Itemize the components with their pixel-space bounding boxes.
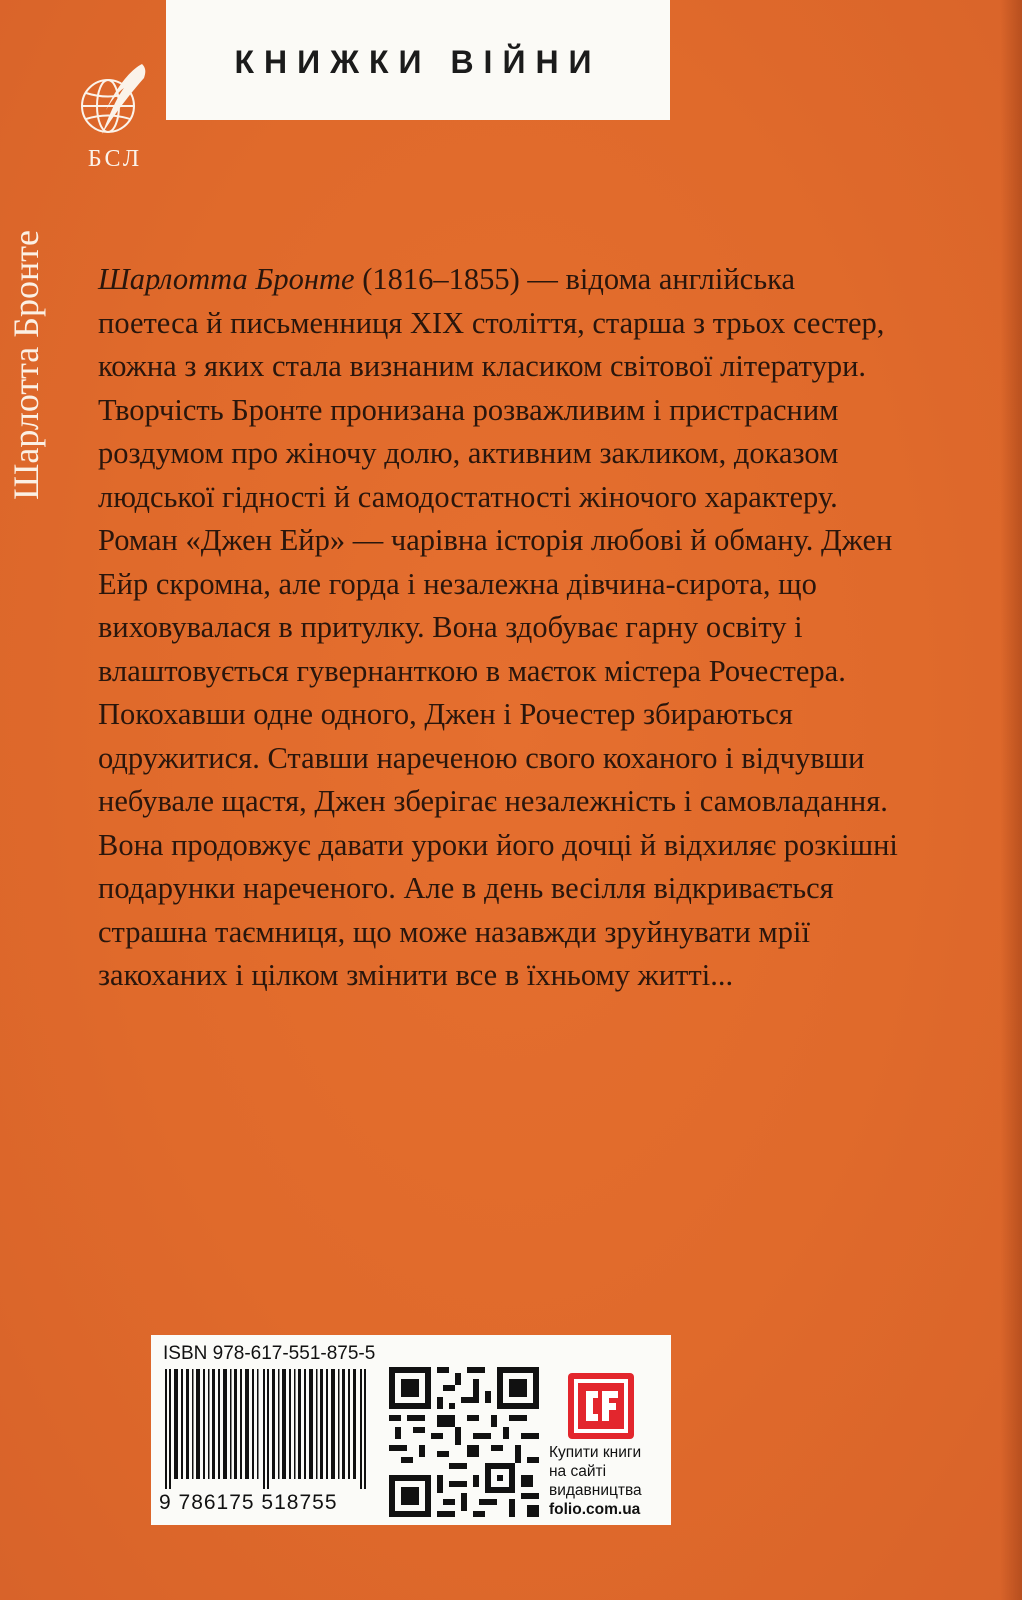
barcode-digits: 9 786175 518755 [159, 1491, 338, 1514]
series-banner [166, 0, 670, 120]
plot-summary-paragraph: Роман «Джен Ейр» — чарівна історія любові й обману. Джен Ейр скромна, але горда і незалежна дівчина-сирота, що виховувалася в притулку. Вона здобуває гарну освіту і влаштовується гувернанткою в маєток містера Рочестера. Покохавши одне одного, Джен і Рочестер збираються одружитися. Ставши нареченою свого коханого і відчувши небувале щастя, Джен зберігає незалежність і самовладання. Вона продовжує давати уроки його дочці й відхиляє розкішні подарунки нареченого. Але в день весілля відкривається страшна таємниця, що може назавжди зруйнувати мрії закоханих і цілком змінити все в їхньому житті... [98, 523, 898, 992]
folio-logo [568, 1373, 634, 1439]
publisher-logo-text: БСЛ [87, 146, 143, 172]
series-title: КНИЖКИ ВІЙНИ [234, 43, 602, 80]
buy-online-text [549, 1443, 667, 1519]
author-name: Шарлотта Бронте [98, 262, 355, 296]
publisher-website: folio.com.ua [549, 1501, 641, 1518]
book-description [98, 258, 898, 998]
qr-code-image [389, 1367, 539, 1517]
author-bio-paragraph [98, 258, 898, 519]
buy-line-2: на сайті [549, 1463, 607, 1480]
spine-author-name: Шарлотта Бронте [6, 230, 46, 500]
barcode-panel [151, 1335, 671, 1525]
buy-line-1: Купити книги [549, 1444, 642, 1461]
folio-cf-icon [568, 1373, 634, 1439]
publisher-logo [72, 60, 152, 180]
globe-quill-icon [72, 60, 152, 144]
barcode-image [161, 1369, 376, 1489]
buy-line-3: видавництва [549, 1482, 642, 1499]
author-bio-text: (1816–1855) — відома англійська поетеса й письменниця XIX століття, старша з трьох сестер, кожна з яких стала визнаним класиком світової літератури. Творчість Бронте пронизана розважливим і пристрасним роздумом про жіночу долю, активним закликом, доказом людської гідності й самодостатності жіночого характеру. [98, 262, 885, 514]
cover-edge-shadow [1000, 0, 1022, 1600]
isbn-text: ISBN 978-617-551-875-5 [163, 1343, 376, 1364]
